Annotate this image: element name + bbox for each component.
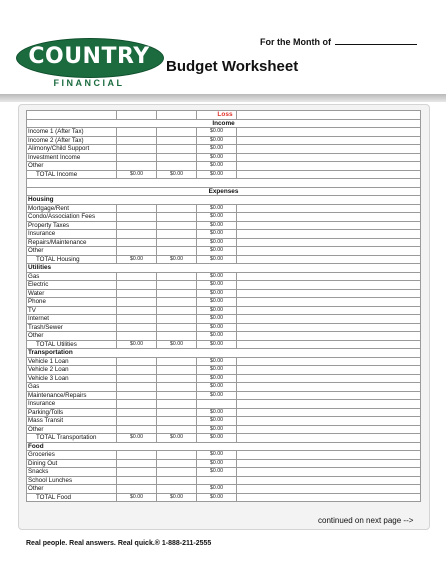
notes-cell[interactable] xyxy=(237,459,421,468)
month-field[interactable] xyxy=(260,36,417,47)
save-loss-cell: $0.00 xyxy=(197,162,237,171)
table-row xyxy=(27,145,421,154)
budget-cell[interactable] xyxy=(117,272,157,281)
total-label: TOTAL Income xyxy=(27,170,117,179)
table-row xyxy=(27,204,421,213)
budget-cell[interactable] xyxy=(117,221,157,230)
budget-cell[interactable] xyxy=(117,145,157,154)
budget-cell[interactable] xyxy=(117,476,157,485)
spacer-row xyxy=(27,179,421,188)
notes-cell[interactable] xyxy=(237,391,421,400)
total-actual: $0.00 xyxy=(157,340,197,349)
save-loss-cell: $0.00 xyxy=(197,230,237,239)
row-label: Parking/Tolls xyxy=(27,408,117,417)
actual-cell[interactable] xyxy=(157,476,197,485)
notes-cell[interactable] xyxy=(237,136,421,145)
table-row xyxy=(27,298,421,307)
row-label: Mass Transit xyxy=(27,417,117,426)
row-label: Groceries xyxy=(27,451,117,460)
notes-cell[interactable] xyxy=(237,366,421,375)
category-header-row xyxy=(27,196,421,205)
month-label: For the Month of xyxy=(260,37,331,47)
column-header-actual: Actual xyxy=(157,111,197,120)
total-save-loss: $0.00 xyxy=(197,170,237,179)
save-loss-cell: $0.00 xyxy=(197,408,237,417)
continued-note: continued on next page --> xyxy=(318,516,414,525)
column-header-budget: Budget xyxy=(117,111,157,120)
notes-cell[interactable] xyxy=(237,213,421,222)
budget-table xyxy=(26,110,421,502)
row-label: Gas xyxy=(27,383,117,392)
notes-cell[interactable] xyxy=(237,247,421,256)
actual-cell[interactable] xyxy=(157,315,197,324)
notes-cell[interactable] xyxy=(237,298,421,307)
notes-cell[interactable] xyxy=(237,281,421,290)
page-header xyxy=(0,0,446,96)
total-budget: $0.00 xyxy=(117,255,157,264)
notes-cell[interactable] xyxy=(237,306,421,315)
row-label: Other xyxy=(27,162,117,171)
row-label: Electric xyxy=(27,281,117,290)
table-row xyxy=(27,485,421,494)
budget-cell[interactable] xyxy=(117,332,157,341)
row-label: Other xyxy=(27,247,117,256)
notes-cell[interactable] xyxy=(237,374,421,383)
row-label: Internet xyxy=(27,315,117,324)
notes-cell[interactable] xyxy=(237,357,421,366)
income-section-title: Income xyxy=(27,119,421,128)
actual-cell[interactable] xyxy=(157,417,197,426)
total-actual: $0.00 xyxy=(157,493,197,502)
save-loss-cell: $0.00 xyxy=(197,153,237,162)
loss-text: Loss xyxy=(217,111,233,119)
table-row xyxy=(27,272,421,281)
table-row xyxy=(27,238,421,247)
total-actual: $0.00 xyxy=(157,434,197,443)
notes-cell[interactable] xyxy=(237,162,421,171)
budget-cell[interactable] xyxy=(117,451,157,460)
actual-cell[interactable] xyxy=(157,383,197,392)
actual-cell[interactable] xyxy=(157,204,197,213)
save-loss-cell: $0.00 xyxy=(197,315,237,324)
table-row xyxy=(27,213,421,222)
budget-cell[interactable] xyxy=(117,230,157,239)
notes-cell[interactable] xyxy=(237,476,421,485)
country-financial-logo xyxy=(16,38,164,92)
budget-cell[interactable] xyxy=(117,247,157,256)
table-row xyxy=(27,383,421,392)
save-loss-cell xyxy=(197,476,237,485)
notes-cell[interactable] xyxy=(237,400,421,409)
table-row xyxy=(27,289,421,298)
total-row xyxy=(27,340,421,349)
save-loss-cell xyxy=(197,400,237,409)
save-loss-cell: $0.00 xyxy=(197,366,237,375)
save-loss-cell: $0.00 xyxy=(197,298,237,307)
notes-cell[interactable] xyxy=(237,417,421,426)
save-loss-cell: $0.00 xyxy=(197,289,237,298)
table-row xyxy=(27,332,421,341)
total-row xyxy=(27,434,421,443)
row-label: Vehicle 2 Loan xyxy=(27,366,117,375)
save-loss-cell: $0.00 xyxy=(197,417,237,426)
save-loss-cell: $0.00 xyxy=(197,272,237,281)
save-loss-cell: $0.00 xyxy=(197,221,237,230)
notes-cell[interactable] xyxy=(237,451,421,460)
row-label: Income 1 (After Tax) xyxy=(27,128,117,137)
actual-cell[interactable] xyxy=(157,468,197,477)
budget-cell[interactable] xyxy=(117,281,157,290)
row-label: Property Taxes xyxy=(27,221,117,230)
logo-subtitle: FINANCIAL xyxy=(53,78,125,88)
table-row xyxy=(27,247,421,256)
notes-cell[interactable] xyxy=(237,408,421,417)
notes-cell[interactable] xyxy=(237,272,421,281)
table-row xyxy=(27,281,421,290)
actual-cell[interactable] xyxy=(157,145,197,154)
total-row xyxy=(27,255,421,264)
notes-cell[interactable] xyxy=(237,145,421,154)
save-loss-cell: $0.00 xyxy=(197,128,237,137)
budget-cell[interactable] xyxy=(117,357,157,366)
save-loss-cell: $0.00 xyxy=(197,204,237,213)
total-label: TOTAL Utilities xyxy=(27,340,117,349)
table-row xyxy=(27,136,421,145)
save-loss-cell: $0.00 xyxy=(197,425,237,434)
budget-cell[interactable] xyxy=(117,417,157,426)
page-title: Budget Worksheet xyxy=(166,58,299,75)
budget-cell[interactable] xyxy=(117,459,157,468)
actual-cell[interactable] xyxy=(157,357,197,366)
notes-cell[interactable] xyxy=(237,238,421,247)
save-loss-cell: $0.00 xyxy=(197,357,237,366)
actual-cell[interactable] xyxy=(157,485,197,494)
notes-cell[interactable] xyxy=(237,434,421,443)
table-row xyxy=(27,323,421,332)
category-header-row xyxy=(27,264,421,273)
save-loss-cell: $0.00 xyxy=(197,485,237,494)
actual-cell[interactable] xyxy=(157,391,197,400)
budget-cell[interactable] xyxy=(117,323,157,332)
spacer-cell xyxy=(27,179,421,188)
column-header-save-loss xyxy=(197,111,237,120)
row-label: Gas xyxy=(27,272,117,281)
actual-cell[interactable] xyxy=(157,153,197,162)
row-label: Vehicle 3 Loan xyxy=(27,374,117,383)
table-row xyxy=(27,408,421,417)
budget-cell[interactable] xyxy=(117,315,157,324)
actual-cell[interactable] xyxy=(157,451,197,460)
save-loss-cell: $0.00 xyxy=(197,145,237,154)
expenses-section-title: Expenses xyxy=(27,187,421,196)
actual-cell[interactable] xyxy=(157,162,197,171)
save-text: Save/ xyxy=(200,111,218,119)
budget-cell[interactable] xyxy=(117,391,157,400)
header-divider-band xyxy=(0,94,446,102)
row-label: Other xyxy=(27,332,117,341)
table-row xyxy=(27,476,421,485)
row-label: Mortgage/Rent xyxy=(27,204,117,213)
table-row xyxy=(27,162,421,171)
category-header-row xyxy=(27,442,421,451)
column-header-row xyxy=(27,111,421,120)
save-loss-cell: $0.00 xyxy=(197,451,237,460)
table-row xyxy=(27,230,421,239)
row-label: Repairs/Maintenance xyxy=(27,238,117,247)
budget-cell[interactable] xyxy=(117,425,157,434)
budget-cell[interactable] xyxy=(117,289,157,298)
row-label: Condo/Association Fees xyxy=(27,213,117,222)
budget-cell[interactable] xyxy=(117,213,157,222)
notes-cell[interactable] xyxy=(237,204,421,213)
notes-cell[interactable] xyxy=(237,153,421,162)
month-blank-line[interactable] xyxy=(335,36,417,45)
table-row xyxy=(27,366,421,375)
actual-cell[interactable] xyxy=(157,323,197,332)
budget-cell[interactable] xyxy=(117,298,157,307)
budget-cell[interactable] xyxy=(117,153,157,162)
category-name: Utilities xyxy=(27,264,421,273)
row-label: Water xyxy=(27,289,117,298)
budget-cell[interactable] xyxy=(117,485,157,494)
row-label: Insurance xyxy=(27,230,117,239)
budget-cell[interactable] xyxy=(117,162,157,171)
table-row xyxy=(27,391,421,400)
table-row xyxy=(27,306,421,315)
save-loss-cell: $0.00 xyxy=(197,238,237,247)
notes-cell[interactable] xyxy=(237,468,421,477)
table-row xyxy=(27,400,421,409)
budget-cell[interactable] xyxy=(117,136,157,145)
budget-cell[interactable] xyxy=(117,128,157,137)
total-row xyxy=(27,493,421,502)
budget-cell[interactable] xyxy=(117,468,157,477)
logo-word: COUNTRY xyxy=(28,44,150,69)
actual-cell[interactable] xyxy=(157,247,197,256)
actual-cell[interactable] xyxy=(157,136,197,145)
actual-cell[interactable] xyxy=(157,366,197,375)
footer-tagline: Real people. Real answers. Real quick.® 1-888-211-2555 xyxy=(26,540,212,547)
save-loss-cell: $0.00 xyxy=(197,374,237,383)
row-label: Alimony/Child Support xyxy=(27,145,117,154)
total-save-loss: $0.00 xyxy=(197,434,237,443)
row-label: Dining Out xyxy=(27,459,117,468)
table-row xyxy=(27,374,421,383)
total-budget: $0.00 xyxy=(117,434,157,443)
row-label: TV xyxy=(27,306,117,315)
row-label: Phone xyxy=(27,298,117,307)
total-save-loss: $0.00 xyxy=(197,255,237,264)
category-header-row xyxy=(27,349,421,358)
actual-cell[interactable] xyxy=(157,459,197,468)
budget-cell[interactable] xyxy=(117,204,157,213)
actual-cell[interactable] xyxy=(157,306,197,315)
notes-cell[interactable] xyxy=(237,128,421,137)
save-loss-cell: $0.00 xyxy=(197,281,237,290)
save-loss-cell: $0.00 xyxy=(197,459,237,468)
total-budget: $0.00 xyxy=(117,493,157,502)
notes-cell[interactable] xyxy=(237,485,421,494)
budget-cell[interactable] xyxy=(117,408,157,417)
category-name: Transportation xyxy=(27,349,421,358)
actual-cell[interactable] xyxy=(157,332,197,341)
row-label: Snacks xyxy=(27,468,117,477)
row-label: Other xyxy=(27,485,117,494)
budget-cell[interactable] xyxy=(117,306,157,315)
row-label: School Lunches xyxy=(27,476,117,485)
save-loss-cell: $0.00 xyxy=(197,391,237,400)
table-row xyxy=(27,153,421,162)
save-loss-cell: $0.00 xyxy=(197,468,237,477)
notes-cell[interactable] xyxy=(237,425,421,434)
total-label: TOTAL Housing xyxy=(27,255,117,264)
budget-cell[interactable] xyxy=(117,374,157,383)
total-budget: $0.00 xyxy=(117,340,157,349)
save-loss-cell: $0.00 xyxy=(197,332,237,341)
budget-cell[interactable] xyxy=(117,383,157,392)
total-save-loss: $0.00 xyxy=(197,340,237,349)
notes-cell[interactable] xyxy=(237,255,421,264)
table-row xyxy=(27,417,421,426)
save-loss-cell: $0.00 xyxy=(197,247,237,256)
total-label: TOTAL Transportation xyxy=(27,434,117,443)
total-actual: $0.00 xyxy=(157,170,197,179)
actual-cell[interactable] xyxy=(157,374,197,383)
actual-cell[interactable] xyxy=(157,281,197,290)
save-loss-cell: $0.00 xyxy=(197,383,237,392)
notes-cell[interactable] xyxy=(237,315,421,324)
actual-cell[interactable] xyxy=(157,221,197,230)
table-row xyxy=(27,468,421,477)
row-label: Income 2 (After Tax) xyxy=(27,136,117,145)
actual-cell[interactable] xyxy=(157,128,197,137)
column-header-notes: Notes xyxy=(237,111,421,120)
row-label: Other xyxy=(27,425,117,434)
total-actual: $0.00 xyxy=(157,255,197,264)
save-loss-cell: $0.00 xyxy=(197,323,237,332)
notes-cell[interactable] xyxy=(237,170,421,179)
budget-cell[interactable] xyxy=(117,238,157,247)
table-row xyxy=(27,357,421,366)
notes-cell[interactable] xyxy=(237,221,421,230)
table-row xyxy=(27,459,421,468)
actual-cell[interactable] xyxy=(157,213,197,222)
actual-cell[interactable] xyxy=(157,298,197,307)
expenses-section-title-row xyxy=(27,187,421,196)
table-row xyxy=(27,315,421,324)
row-label: Investment Income xyxy=(27,153,117,162)
budget-cell[interactable] xyxy=(117,400,157,409)
row-label: Maintenance/Repairs xyxy=(27,391,117,400)
column-header-label xyxy=(27,111,117,120)
income-section-title-row xyxy=(27,119,421,128)
table-row xyxy=(27,451,421,460)
budget-cell[interactable] xyxy=(117,366,157,375)
save-loss-cell: $0.00 xyxy=(197,213,237,222)
total-label: TOTAL Food xyxy=(27,493,117,502)
actual-cell[interactable] xyxy=(157,238,197,247)
notes-cell[interactable] xyxy=(237,332,421,341)
category-name: Housing xyxy=(27,196,421,205)
actual-cell[interactable] xyxy=(157,425,197,434)
actual-cell[interactable] xyxy=(157,272,197,281)
notes-cell[interactable] xyxy=(237,323,421,332)
notes-cell[interactable] xyxy=(237,230,421,239)
total-row xyxy=(27,170,421,179)
notes-cell[interactable] xyxy=(237,340,421,349)
save-loss-cell: $0.00 xyxy=(197,306,237,315)
row-label: Trash/Sewer xyxy=(27,323,117,332)
table-row xyxy=(27,425,421,434)
notes-cell[interactable] xyxy=(237,493,421,502)
actual-cell[interactable] xyxy=(157,400,197,409)
save-loss-cell: $0.00 xyxy=(197,136,237,145)
notes-cell[interactable] xyxy=(237,289,421,298)
category-name: Food xyxy=(27,442,421,451)
actual-cell[interactable] xyxy=(157,408,197,417)
row-label: Insurance xyxy=(27,400,117,409)
total-save-loss: $0.00 xyxy=(197,493,237,502)
total-budget: $0.00 xyxy=(117,170,157,179)
actual-cell[interactable] xyxy=(157,289,197,298)
actual-cell[interactable] xyxy=(157,230,197,239)
table-row xyxy=(27,128,421,137)
table-row xyxy=(27,221,421,230)
row-label: Vehicle 1 Loan xyxy=(27,357,117,366)
notes-cell[interactable] xyxy=(237,383,421,392)
